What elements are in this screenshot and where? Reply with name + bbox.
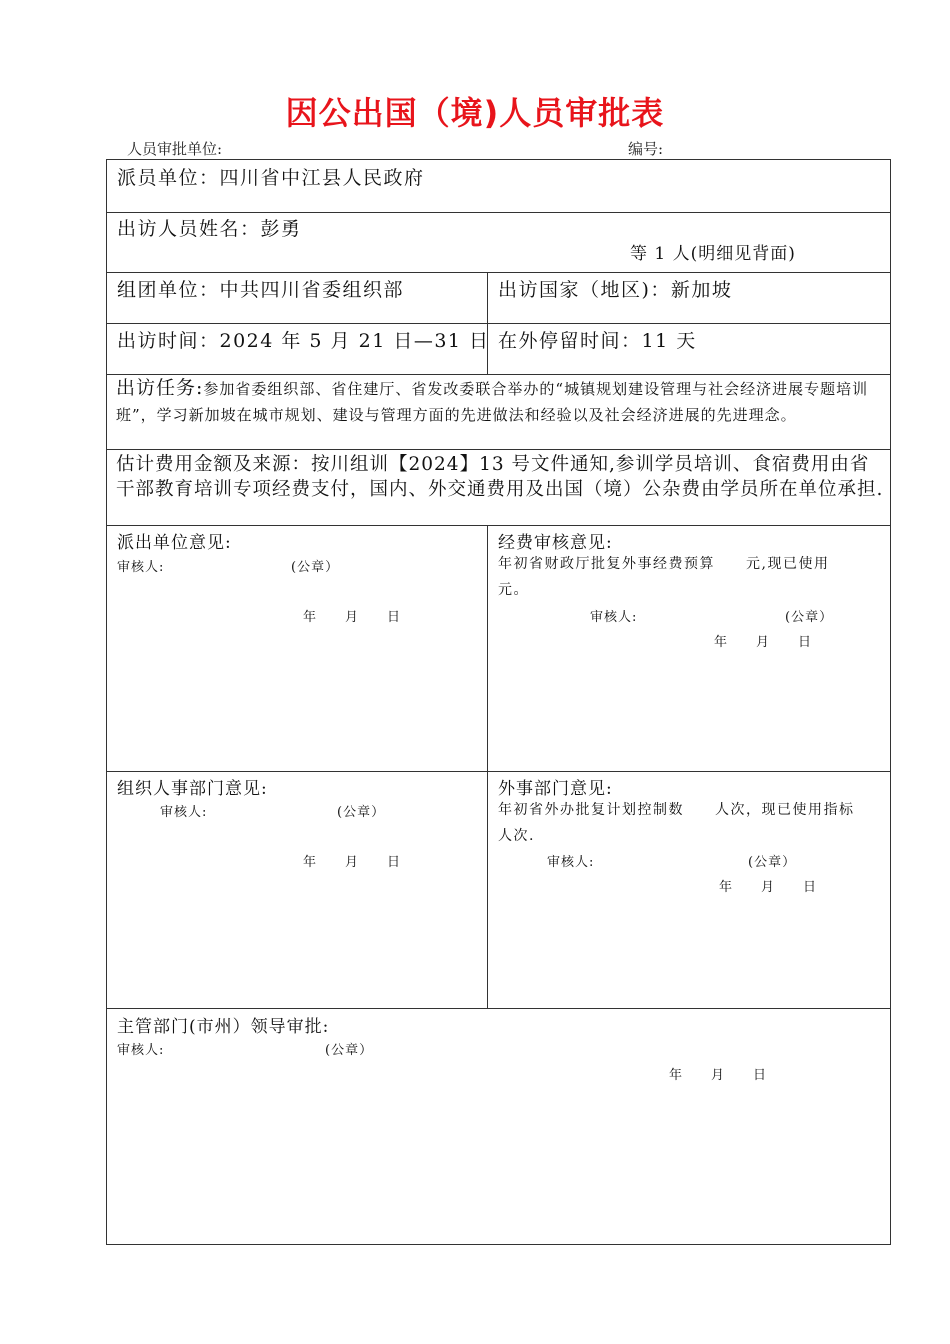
foreign-affairs-opinion-text: 年初省外办批复计划控制数 人次，现已使用指标 人次.	[498, 802, 886, 844]
row-divider	[106, 272, 891, 273]
fund-date: 年 月 日	[714, 635, 813, 650]
dispatch-opinion-label: 派出单位意见:	[117, 533, 232, 553]
foreign-affairs-date: 年 月 日	[719, 880, 818, 895]
fund-opinion-text: 年初省财政厅批复外事经费预算 元,现已使用 元。	[498, 556, 861, 598]
dispatch-unit: 派员单位：四川省中江县人民政府	[117, 167, 425, 189]
column-divider	[487, 272, 488, 374]
fund-opinion-label: 经费审核意见:	[498, 533, 613, 553]
cost-source: 估计费用金额及来源：按川组训【2024】13 号文件通知,参训学员培训、食宿费用由省干部教育培训专项经费支付，国内、外交通费用及出国（境）公杂费由学员所在单位承担.	[116, 454, 884, 500]
leader-approval-label: 主管部门(市州）领导审批:	[117, 1017, 330, 1037]
hr-seal-label: (公章）	[337, 805, 386, 820]
row-divider	[106, 525, 891, 526]
column-divider	[487, 525, 488, 1008]
leader-seal-label: (公章）	[325, 1043, 374, 1058]
visitor-count: 等 1 人(明细见背面)	[630, 244, 796, 264]
leader-date: 年 月 日	[669, 1068, 768, 1083]
stay-time: 在外停留时间：11 天	[498, 330, 697, 352]
group-unit: 组团单位：中共四川省委组织部	[117, 279, 405, 301]
row-divider	[106, 374, 891, 375]
visit-time: 出访时间：2024 年 5 月 21 日—31 日	[117, 330, 490, 352]
dispatch-seal-label: (公章）	[291, 560, 340, 575]
hr-opinion-label: 组织人事部门意见:	[117, 779, 268, 799]
hr-date: 年 月 日	[303, 855, 402, 870]
number-label: 编号:	[628, 140, 664, 158]
fund-reviewer-label: 审核人:	[590, 610, 638, 625]
row-divider	[106, 323, 891, 324]
approval-table	[106, 159, 891, 1245]
foreign-affairs-seal-label: (公章）	[748, 855, 797, 870]
mission-label: 出访任务:	[116, 377, 204, 399]
destination: 出访国家（地区)：新加坡	[498, 279, 733, 301]
row-divider	[106, 212, 891, 213]
visitor-name: 出访人员姓名：彭勇	[117, 218, 302, 240]
mission-block	[116, 376, 886, 428]
form-title: 因公出国（境)人员审批表	[285, 94, 665, 132]
row-divider	[106, 449, 891, 450]
foreign-affairs-opinion-label: 外事部门意见:	[498, 779, 613, 799]
approval-unit-label: 人员审批单位:	[127, 140, 223, 158]
foreign-affairs-reviewer-label: 审核人:	[547, 855, 595, 870]
dispatch-date: 年 月 日	[303, 610, 402, 625]
row-divider	[106, 1008, 891, 1009]
leader-reviewer-label: 审核人:	[117, 1043, 165, 1058]
dispatch-reviewer-label: 审核人:	[117, 560, 165, 575]
hr-reviewer-label: 审核人:	[160, 805, 208, 820]
row-divider	[106, 771, 891, 772]
mission-text: 参加省委组织部、省住建厅、省发改委联合举办的“城镇规划建设管理与社会经济进展专题培训班”，学习新加坡在城市规划、建设与管理方面的先进做法和经验以及社会经济进展的先进理念。	[116, 380, 869, 424]
fund-seal-label: (公章）	[785, 610, 834, 625]
